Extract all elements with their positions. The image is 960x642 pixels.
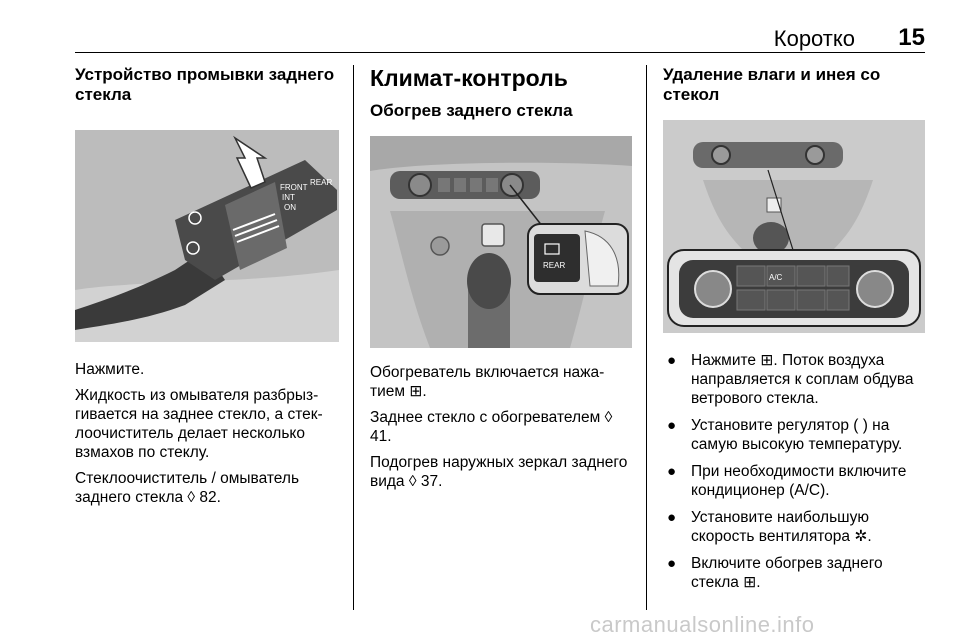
list-item: ● Установите регулятор ( ) на самую высокую температуру. [667, 417, 903, 453]
section-heading-rear-washer: Устройство промывки заднего стекла [75, 65, 335, 104]
figure-climate-panel [663, 120, 925, 333]
column-divider-right [646, 65, 647, 610]
label-ac-button: A/C [769, 273, 783, 282]
paragraph-washer-reference: Стеклоочиститель / омыватель заднего стекла ◊ 82. [75, 470, 300, 506]
section-heading-climate-control: Климат-контроль [370, 65, 568, 91]
column-rear-washer [75, 65, 340, 514]
label-front: FRONT [280, 183, 308, 192]
header-title: Коротко [773, 26, 855, 51]
temperature-knob [695, 271, 731, 307]
climate-panel-illustration [663, 120, 925, 333]
list-item: ● Включите обогрев заднего стекла ⊞. [667, 555, 883, 591]
wiper-stalk-illustration [75, 130, 339, 342]
label-int: INT [282, 193, 295, 202]
figure-wiper-stalk [75, 130, 339, 342]
fan-knob [857, 271, 893, 307]
defogging-steps [663, 351, 925, 592]
page-header [75, 22, 925, 53]
figure-console [370, 136, 632, 348]
label-rear: REAR [310, 178, 333, 187]
paragraph-press: Нажмите. [75, 361, 145, 378]
list-item: ● При необходимости включите кондиционер (A/C). [667, 463, 907, 499]
paragraph-heater-on: Обогреватель включается нажатием ⊞. [370, 364, 605, 400]
label-on: ON [284, 203, 296, 212]
section-heading-defogging: Удаление влаги и инея со стекол [663, 65, 881, 104]
list-item: ● Установите наибольшую скорость вентилятора ✲. [667, 509, 872, 545]
paragraph-mirror-reference: Подогрев наружных зеркал заднего вида ◊ 37. [370, 454, 628, 490]
page-number: 15 [898, 24, 925, 51]
watermark: carmanualsonline.info [590, 612, 815, 637]
paragraph-washer-description: Жидкость из омывателя разбрызгивается на заднее стекло, а стеклоочиститель делает несколько взмахов по стеклу. [75, 387, 323, 461]
column-defogging [663, 65, 925, 600]
column-divider-left [353, 65, 354, 610]
subheading-rear-heating: Обогрев заднего стекла [370, 101, 573, 120]
paragraph-rear-window-reference: Заднее стекло с обогревателем ◊ 41. [370, 409, 613, 445]
console-illustration [370, 136, 632, 348]
list-item: ● Нажмите ⊞. Поток воздуха направляется к соплам обдува ветрового стекла. [667, 352, 914, 407]
column-climate-control [370, 65, 632, 498]
label-rear-button: REAR [543, 261, 566, 270]
